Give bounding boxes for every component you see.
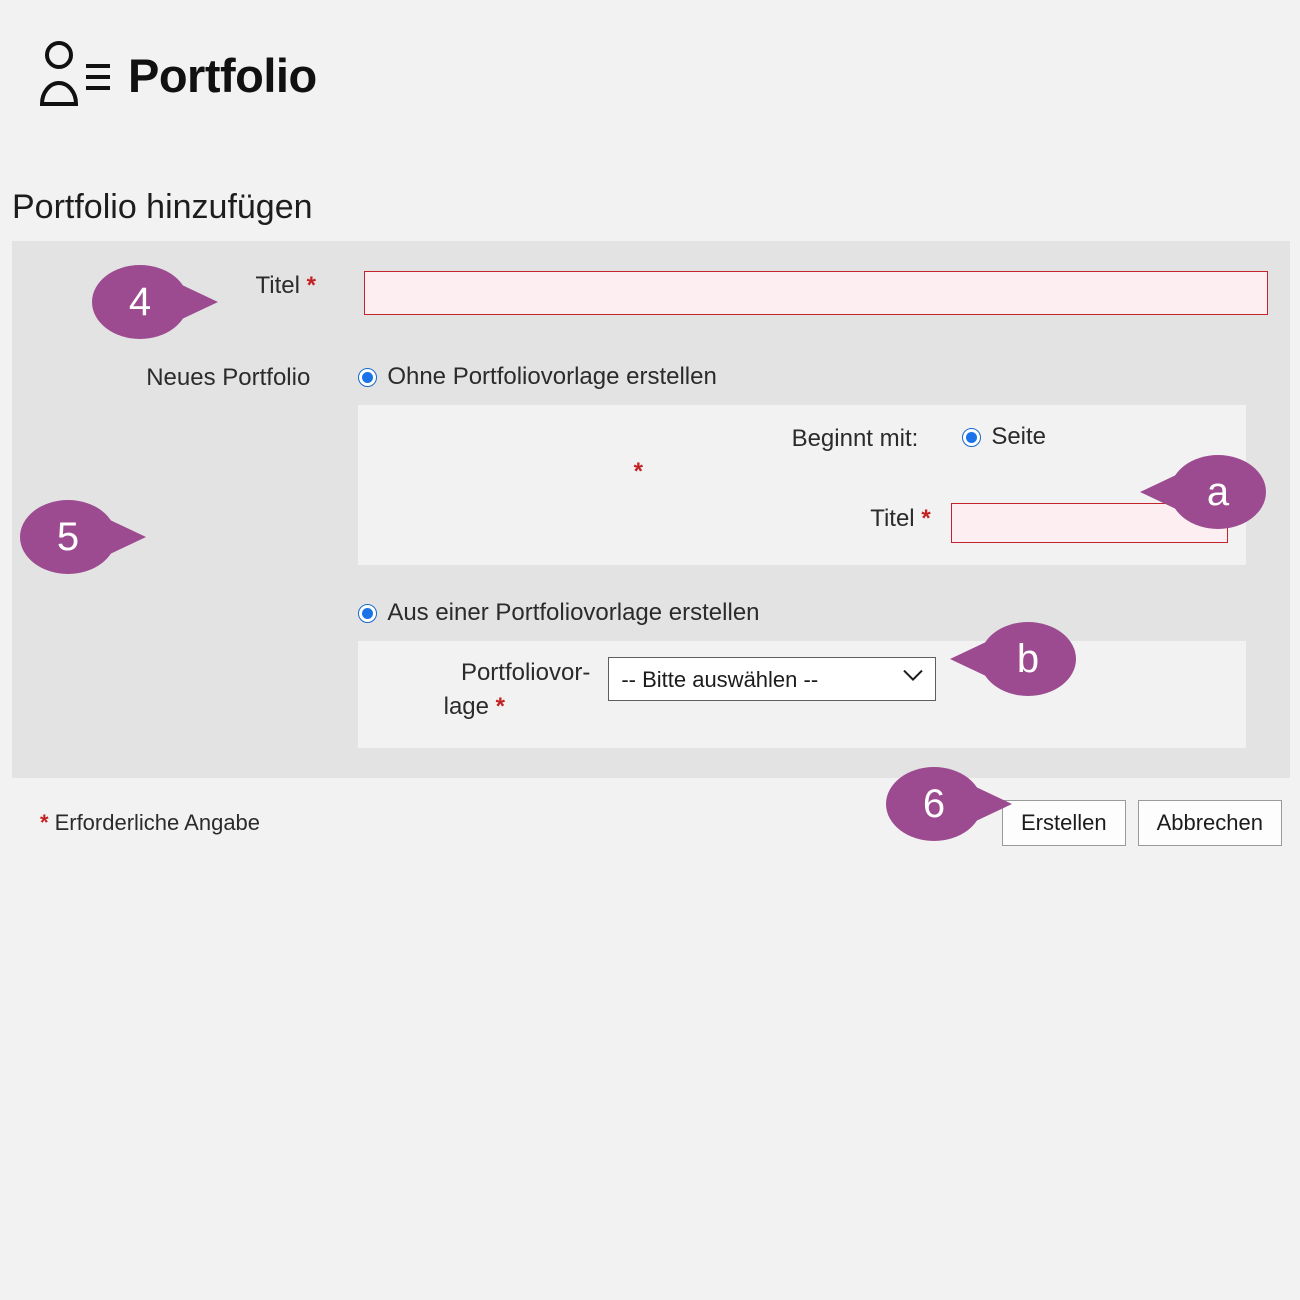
callout-a-label: a <box>1206 470 1230 514</box>
footer-buttons <box>1002 800 1290 846</box>
required-note <box>12 810 260 836</box>
inner-title-label-text: Titel <box>870 505 915 533</box>
callout-5-label: 5 <box>56 515 80 559</box>
radio-from-template-indicator[interactable] <box>358 604 377 623</box>
radio-option-page[interactable] <box>962 423 1228 451</box>
radio-option-without-template[interactable] <box>358 363 1268 391</box>
template-select-wrap <box>608 657 936 701</box>
title-label <box>12 271 364 301</box>
form-footer <box>12 800 1290 846</box>
new-portfolio-label: Neues Portfolio <box>146 364 311 391</box>
title-input[interactable] <box>364 271 1268 315</box>
radio-page-label: Seite <box>991 423 1047 450</box>
page-title: Portfolio <box>128 48 317 102</box>
title-label-text: Titel <box>255 272 300 299</box>
add-portfolio-form <box>12 241 1290 778</box>
callout-4-label: 4 <box>128 280 152 324</box>
starts-with-label <box>358 423 962 487</box>
radio-from-template-label: Aus einer Portfoliovorlage erstellen <box>387 599 760 627</box>
create-button[interactable]: Erstellen <box>1002 800 1126 846</box>
template-label-line1: Portfoliovor- <box>460 659 591 687</box>
without-template-subpanel <box>358 405 1246 565</box>
inner-title-label <box>358 503 950 534</box>
new-portfolio-control <box>358 363 1290 748</box>
starts-with-label-text: Beginnt mit: <box>791 425 919 452</box>
inner-title-required-marker: * <box>921 505 931 533</box>
required-note-marker: * <box>40 809 49 835</box>
radio-page-indicator[interactable] <box>962 428 981 447</box>
starts-with-required-marker: * <box>633 458 643 486</box>
from-template-subpanel <box>358 637 1246 747</box>
title-required-marker: * <box>306 272 316 299</box>
cancel-button[interactable]: Abbrechen <box>1138 800 1282 846</box>
sub-row-template <box>358 657 1246 721</box>
template-required-marker: * <box>495 692 505 720</box>
radio-without-template-label: Ohne Portfoliovorlage erstellen <box>387 363 717 390</box>
page-header <box>0 0 1300 112</box>
callout-6-label: 6 <box>922 782 946 826</box>
form-row-new-portfolio <box>12 363 1290 748</box>
template-label <box>358 657 608 721</box>
template-label-line2-wrap <box>358 691 590 722</box>
user-menu-icon <box>34 38 112 112</box>
sub-row-starts-with <box>358 423 1246 487</box>
template-control <box>608 657 1246 701</box>
callout-b-label: b <box>1016 637 1040 681</box>
inner-title-input[interactable] <box>951 503 1228 543</box>
radio-without-template-indicator[interactable] <box>358 368 377 387</box>
required-note-text: Erforderliche Angabe <box>54 809 261 835</box>
template-label-line2: lage <box>443 692 489 720</box>
form-row-title <box>12 271 1290 315</box>
template-select[interactable] <box>608 657 936 701</box>
section-title: Portfolio hinzufügen <box>12 188 313 226</box>
radio-option-from-template[interactable] <box>358 599 1268 627</box>
starts-with-control <box>962 423 1246 451</box>
inner-title-control <box>951 503 1246 543</box>
sub-row-inner-title <box>358 503 1246 543</box>
title-control <box>364 271 1290 315</box>
